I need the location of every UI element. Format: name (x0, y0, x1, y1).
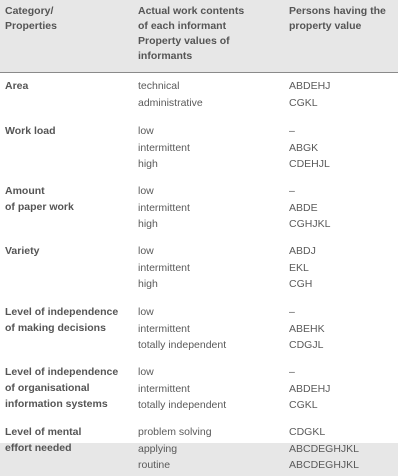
header-category-line: Category/ (5, 5, 54, 17)
category-line: information systems (5, 398, 108, 410)
persons-line: – (289, 125, 295, 137)
row-persons (289, 424, 398, 474)
category-line: Area (5, 80, 29, 92)
persons-line: ABCDEGHJKL (289, 459, 360, 471)
value-line: low (138, 185, 154, 197)
header-category-line: Properties (5, 20, 57, 32)
category-line: of paper work (5, 201, 74, 213)
persons-line: ABDEHJ (289, 80, 331, 92)
value-line: intermittent (138, 141, 190, 154)
category-line: Variety (5, 245, 40, 257)
row-category (5, 183, 133, 215)
persons-line: ABDE (289, 201, 318, 214)
value-line: problem solving (138, 426, 212, 438)
persons-line: CDGJL (289, 339, 324, 351)
value-line: intermittent (138, 261, 190, 274)
row-category (5, 304, 133, 336)
category-line: Work load (5, 125, 56, 137)
row-values (138, 364, 283, 414)
row-values (138, 304, 283, 354)
row-category (5, 424, 133, 456)
persons-line: – (289, 185, 295, 197)
value-line: high (138, 158, 158, 170)
header-work-line: Property values of (138, 35, 230, 47)
value-line: technical (138, 80, 180, 92)
persons-line: ABCDEGHJKL (289, 442, 360, 455)
row-persons (289, 364, 398, 414)
persons-line: CGKL (289, 399, 318, 411)
row-category (5, 243, 133, 259)
persons-line: – (289, 306, 295, 318)
value-line: high (138, 218, 158, 230)
value-line: totally independent (138, 399, 227, 411)
row-category (5, 123, 133, 139)
persons-line: CGH (289, 278, 313, 290)
row-persons (289, 183, 398, 233)
category-line: effort needed (5, 442, 72, 454)
persons-line: CDEHJL (289, 158, 330, 170)
header-persons-line: Persons having the (289, 5, 386, 17)
header-category (5, 4, 133, 34)
category-line: of organisational (5, 382, 90, 394)
category-line: Level of mental (5, 426, 82, 438)
header-work-line: informants (138, 50, 193, 62)
value-line: high (138, 278, 158, 290)
row-category (5, 364, 133, 412)
value-line: intermittent (138, 201, 190, 214)
header-work-contents (138, 4, 283, 64)
persons-line: ABEHK (289, 322, 325, 335)
row-persons (289, 78, 398, 111)
row-values (138, 424, 283, 474)
row-values (138, 183, 283, 233)
persons-line: EKL (289, 261, 309, 274)
row-persons (289, 123, 398, 173)
persons-line: ABGK (289, 141, 319, 154)
value-line: totally independent (138, 339, 227, 351)
header-persons-line: property value (289, 20, 362, 32)
value-line: low (138, 366, 154, 378)
category-line: Amount (5, 185, 45, 197)
header-work-line: of each informant (138, 20, 227, 32)
row-values (138, 123, 283, 173)
row-persons (289, 304, 398, 354)
value-line: routine (138, 459, 171, 471)
value-line: administrative (138, 96, 203, 109)
table-header (0, 0, 398, 72)
header-work-line: Actual work contents (138, 5, 245, 17)
row-values (138, 243, 283, 293)
category-line: of making decisions (5, 322, 106, 334)
header-persons (289, 4, 398, 34)
row-category (5, 78, 133, 94)
header-rule (0, 72, 398, 73)
value-line: intermittent (138, 382, 190, 395)
persons-line: CDGKL (289, 426, 326, 438)
category-line: Level of independence (5, 366, 119, 378)
value-line: low (138, 245, 154, 257)
value-line: applying (138, 442, 178, 455)
value-line: low (138, 125, 154, 137)
persons-line: CGHJKL (289, 218, 331, 230)
persons-line: ABDJ (289, 245, 316, 257)
row-values (138, 78, 283, 111)
persons-line: ABDEHJ (289, 382, 331, 395)
persons-line: CGKL (289, 96, 318, 109)
category-line: Level of independence (5, 306, 119, 318)
row-persons (289, 243, 398, 293)
value-line: low (138, 306, 154, 318)
persons-line: – (289, 366, 295, 378)
value-line: intermittent (138, 322, 190, 335)
